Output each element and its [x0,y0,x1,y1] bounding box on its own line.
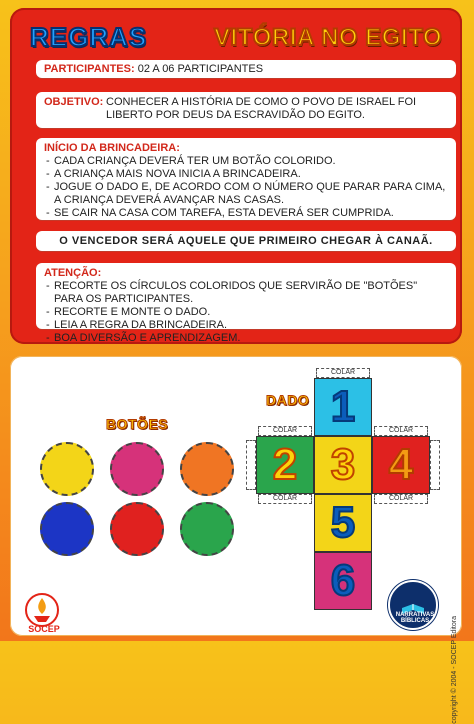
dice-number-1: 1 [330,382,356,431]
dice-number-4: 4 [388,440,414,489]
dice-title: DADO [266,392,310,408]
winner-text: O VENCEDOR SERÁ AQUELE QUE PRIMEIRO CHEGAR À CANAÃ. [59,235,433,247]
dice-face-2 [256,436,314,494]
rules-title: REGRAS [30,22,148,52]
dice-number-3: 3 [330,440,356,489]
attention-box [36,263,456,344]
buttons-title: BOTÕES [106,416,169,432]
glue-tab: COLAR [374,494,428,504]
dice-number-6: 6 [330,556,356,605]
winner-box [36,231,456,251]
participants-box [36,60,456,78]
glue-tab: COLAR [374,426,428,436]
attention-list [44,280,448,345]
attention-label: ATENÇÃO: [44,267,102,279]
game-title: VITÓRIA NO EGITO [213,24,442,51]
dice-face-6 [314,552,372,610]
narrativas-label: NARRATIVAS BÍBLICAS [395,612,435,624]
cutout-panel [10,356,462,724]
red-button-cutout[interactable] [110,502,164,556]
orange-button-cutout[interactable] [180,442,234,496]
glue-tab: COLAR [316,368,370,378]
start-box [36,138,456,220]
objective-label: OBJETIVO: [44,96,104,108]
rules-card [10,8,462,344]
glue-tab: COLAR [258,426,312,436]
participants-label: PARTICIPANTES: [44,63,135,75]
start-item: - JOGUE O DADO E, DE ACORDO COM O NÚMERO QUE PARAR PARA CIMA, A CRIANÇA DEVERÁ AVANÇAR NAS CASAS. [44,181,448,207]
participants-value: 02 A 06 PARTICIPANTES [137,63,264,75]
pink-button-cutout[interactable] [110,442,164,496]
dice-face-4 [372,436,430,494]
rules-header [10,20,462,54]
copyright-text: copyright © 2004 - SOCEP Editora [451,616,458,724]
attention-item: - RECORTE OS CÍRCULOS COLORIDOS QUE SERVIRÃO DE "BOTÕES" PARA OS PARTICIPANTES. [44,280,448,306]
start-list [44,155,448,220]
yellow-button-cutout[interactable] [40,442,94,496]
start-item: - A CRIANÇA MAIS NOVA INICIA A BRINCADEIRA. [44,168,448,181]
glue-tab-side [430,440,440,490]
dice-face-1 [314,378,372,436]
socep-label: SOCEP [28,624,60,634]
socep-logo [24,592,60,628]
dice-face-3 [314,436,372,494]
attention-item: - BOA DIVERSÃO E APRENDIZAGEM. [44,332,448,345]
objective-value: CONHECER A HISTÓRIA DE COMO O POVO DE ISRAEL FOI LIBERTO POR DEUS DA ESCRAVIDÃO DO EGITO. [106,96,417,121]
dice-face-5 [314,494,372,552]
start-item: - SE CAIR NA CASA COM TAREFA, ESTA DEVERÁ SER CUMPRIDA. [44,207,448,220]
dice-number-5: 5 [330,498,356,547]
start-item: - CADA CRIANÇA DEVERÁ TER UM BOTÃO COLORIDO. [44,155,448,168]
dice-number-2: 2 [272,440,298,489]
attention-item: - RECORTE E MONTE O DADO. [44,306,448,319]
start-label: INÍCIO DA BRINCADEIRA: [44,142,180,154]
glue-tab: COLAR [258,494,312,504]
green-button-cutout[interactable] [180,502,234,556]
objective-box [36,92,456,128]
flame-icon [24,592,60,628]
attention-item: - LEIA A REGRA DA BRINCADEIRA. [44,319,448,332]
glue-tab-side [246,440,256,490]
blue-button-cutout[interactable] [40,502,94,556]
